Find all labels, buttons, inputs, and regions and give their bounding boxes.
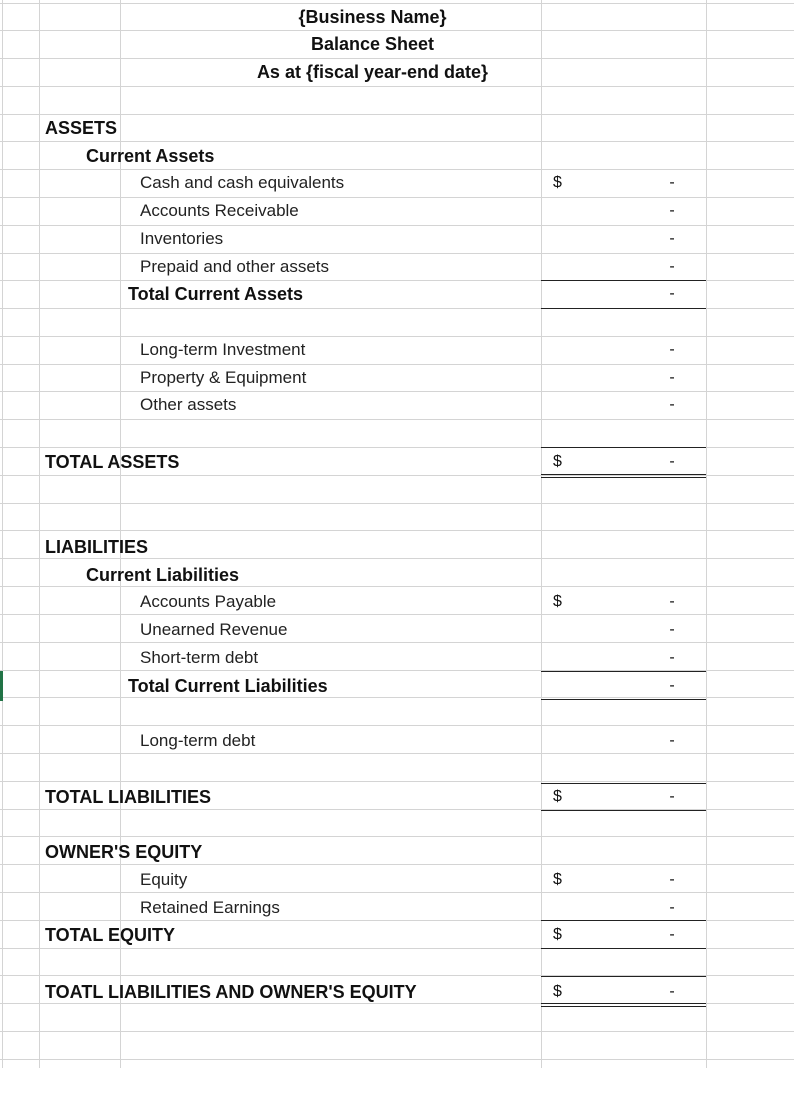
short-term-debt-label: Short-term debt — [140, 648, 259, 667]
retained-value[interactable]: - — [669, 899, 675, 916]
subtotal-rule — [541, 699, 706, 700]
assets-heading: ASSETS — [45, 118, 118, 138]
total-current-assets-value[interactable]: - — [669, 285, 675, 302]
receivable-value[interactable]: - — [669, 202, 675, 219]
gridline — [706, 0, 707, 1068]
cash-value[interactable]: - — [669, 174, 675, 191]
property-label: Property & Equipment — [140, 368, 307, 387]
document-title: Balance Sheet — [310, 34, 435, 54]
payable-label: Accounts Payable — [140, 592, 277, 611]
equity-label: Equity — [140, 870, 188, 889]
total-current-liabilities-value[interactable]: - — [669, 677, 675, 694]
total-rule — [541, 783, 706, 784]
liabilities-heading: LIABILITIES — [45, 537, 148, 557]
total-liabilities-currency: $ — [553, 788, 562, 805]
inventories-value[interactable]: - — [669, 230, 675, 247]
prepaid-label: Prepaid and other assets — [140, 257, 330, 276]
total-assets-value[interactable]: - — [669, 453, 675, 470]
short-term-debt-value[interactable]: - — [669, 649, 675, 666]
gridline — [541, 0, 542, 1068]
total-assets-currency: $ — [553, 453, 562, 470]
total-rule — [541, 976, 706, 977]
total-liabilities-label: TOTAL LIABILITIES — [45, 787, 211, 807]
current-liabilities-heading: Current Liabilities — [86, 565, 240, 585]
equity-currency: $ — [553, 871, 562, 888]
total-rule — [541, 810, 706, 811]
payable-currency: $ — [553, 593, 562, 610]
long-term-debt-value[interactable]: - — [669, 732, 675, 749]
subtotal-rule — [541, 671, 706, 672]
payable-value[interactable]: - — [669, 593, 675, 610]
unearned-value[interactable]: - — [669, 621, 675, 638]
total-current-liabilities-label: Total Current Liabilities — [128, 676, 328, 696]
total-liabilities-value[interactable]: - — [669, 788, 675, 805]
cash-label: Cash and cash equivalents — [140, 173, 345, 192]
cash-currency: $ — [553, 174, 562, 191]
long-term-debt-label: Long-term debt — [140, 731, 256, 750]
gridline — [39, 0, 40, 1068]
unearned-label: Unearned Revenue — [140, 620, 288, 639]
long-term-investment-value[interactable]: - — [669, 341, 675, 358]
double-underline — [541, 474, 706, 478]
total-rule — [541, 447, 706, 448]
grand-total-label: TOATL LIABILITIES AND OWNER'S EQUITY — [45, 982, 417, 1002]
total-rule — [541, 948, 706, 949]
total-assets-label: TOTAL ASSETS — [45, 452, 180, 472]
row-selection-marker — [0, 671, 3, 701]
total-equity-currency: $ — [553, 926, 562, 943]
double-underline — [541, 1003, 706, 1007]
total-equity-value[interactable]: - — [669, 926, 675, 943]
total-equity-label: TOTAL EQUITY — [45, 925, 176, 945]
prepaid-value[interactable]: - — [669, 258, 675, 275]
other-assets-label: Other assets — [140, 395, 237, 414]
subtotal-rule — [541, 920, 706, 921]
equity-value[interactable]: - — [669, 871, 675, 888]
property-value[interactable]: - — [669, 369, 675, 386]
subtotal-rule — [541, 308, 706, 309]
inventories-label: Inventories — [140, 229, 224, 248]
gridline — [2, 0, 3, 1068]
business-name: {Business Name} — [298, 7, 447, 27]
retained-label: Retained Earnings — [140, 898, 280, 917]
current-assets-heading: Current Assets — [86, 146, 215, 166]
equity-heading: OWNER'S EQUITY — [45, 842, 203, 862]
other-assets-value[interactable]: - — [669, 396, 675, 413]
grand-total-value[interactable]: - — [669, 983, 675, 1000]
total-current-assets-label: Total Current Assets — [128, 284, 304, 304]
date-line: As at {fiscal year-end date} — [256, 62, 489, 82]
grand-total-currency: $ — [553, 983, 562, 1000]
receivable-label: Accounts Receivable — [140, 201, 299, 220]
subtotal-rule — [541, 280, 706, 281]
long-term-investment-label: Long-term Investment — [140, 340, 306, 359]
